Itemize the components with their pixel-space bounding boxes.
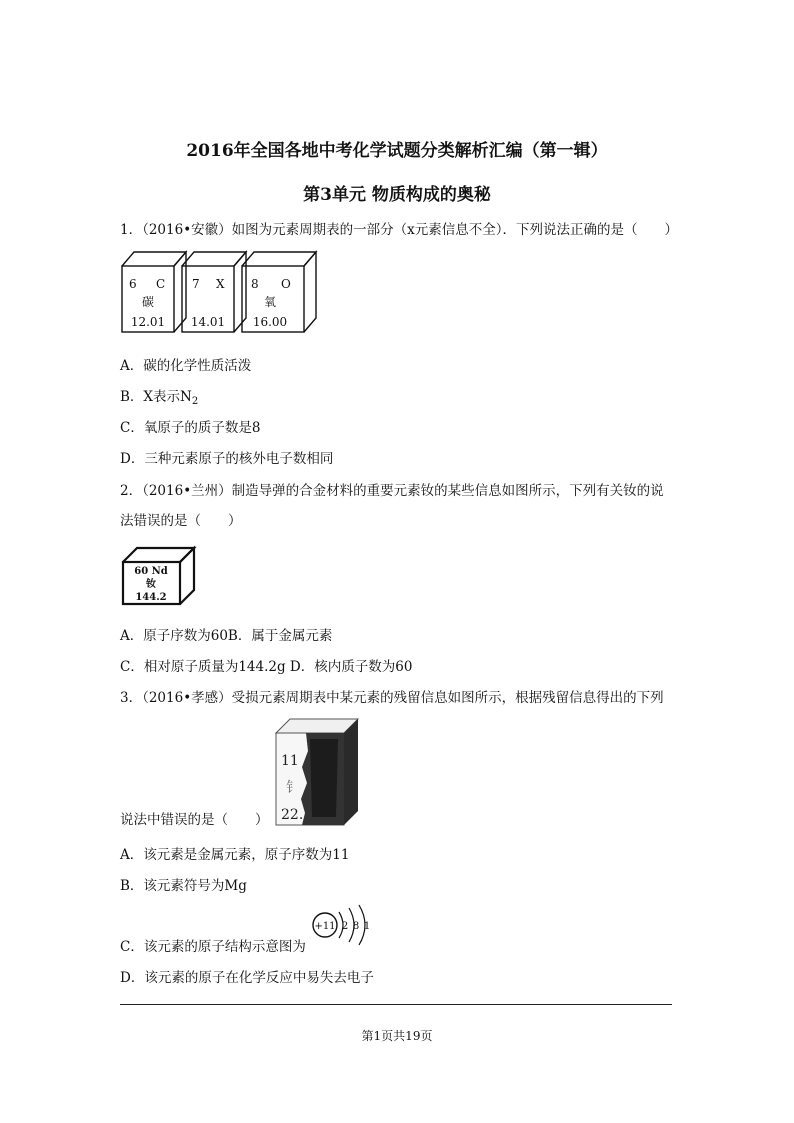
tile-x-number: 7 <box>192 277 200 291</box>
tile-c-symbol: C <box>156 277 166 291</box>
page-title: 2016年全国各地中考化学试题分类解析汇编（第一辑） <box>186 141 608 161</box>
tile-o-side <box>304 252 316 332</box>
unit-title: 第3单元 物质构成的奥秘 <box>303 185 491 205</box>
q2-options-cd: C．相对原子质量为144.2g D．核内质子数为60 <box>120 659 413 675</box>
page-number: 第1页共19页 <box>361 1029 433 1043</box>
tile-nd-side <box>180 548 194 604</box>
q1-option-d: D．三种元素原子的核外电子数相同 <box>120 451 334 467</box>
q3-option-d: D．该元素的原子在化学反应中易失去电子 <box>120 970 374 986</box>
footer-divider <box>120 1004 672 1005</box>
q1-option-b-text: B．X表示N <box>120 389 192 405</box>
q1-option-b-subscript: 2 <box>191 396 199 407</box>
tile-c-number: 6 <box>129 277 137 291</box>
q3-damaged-tile-figure <box>272 717 362 827</box>
damaged-tile-top <box>276 719 358 733</box>
q3-stem-line1: 3．（2016•孝感）受损元素周期表中某元素的残留信息如图所示，根据残留信息得出的下列 <box>120 690 664 706</box>
q3-stem-line2: 说法中错误的是（ ） <box>120 812 269 828</box>
tile-o-symbol: O <box>281 277 291 291</box>
tile-c-mass: 12.01 <box>130 315 166 329</box>
q2-neodymium-figure <box>120 544 200 608</box>
damaged-tile-partial-name: 钅 <box>286 780 300 796</box>
q1-option-b <box>120 385 198 407</box>
tile-o-name: 氧 <box>263 295 277 309</box>
tile-c-name: 碳 <box>141 295 155 309</box>
q3-option-a: A．该元素是金属元素，原子序数为11 <box>120 847 350 863</box>
q1-option-c: C．氧原子的质子数是8 <box>120 420 261 436</box>
q2-stem-line2: 法错误的是（ ） <box>120 513 242 529</box>
shell-2-electrons: 8 <box>352 921 360 932</box>
tile-nd-number-symbol: 60 Nd <box>134 566 168 577</box>
shell-3-electrons: 1 <box>363 921 371 932</box>
q2-options-ab: A．原子序数为60B．属于金属元素 <box>120 628 333 644</box>
damaged-tile-side <box>344 719 358 825</box>
tile-nd-name: 钕 <box>146 579 156 590</box>
shell-1-electrons: 2 <box>341 921 349 932</box>
q1-option-a: A．碳的化学性质活泼 <box>120 358 252 374</box>
damaged-tile-burn-core <box>310 739 338 817</box>
q3-option-c: C．该元素的原子结构示意图为 <box>120 939 306 955</box>
tile-o-number: 8 <box>251 277 259 291</box>
tile-x-mass: 14.01 <box>190 315 226 329</box>
q2-stem-line1: 2．（2016•兰州）制造导弹的合金材料的重要元素钕的某些信息如图所示，下列有关钕的说 <box>120 483 664 499</box>
tile-o-mass: 16.00 <box>252 315 288 329</box>
q1-stem: 1．（2016•安徽）如图为元素周期表的一部分（x元素信息不全）．下列说法正确的是（ ） <box>120 222 679 238</box>
q1-periodic-table-figure <box>120 246 332 342</box>
q3-atomic-structure-diagram <box>311 904 377 952</box>
damaged-tile-partial-mass: 22. <box>281 807 304 823</box>
tile-nd-mass: 144.2 <box>135 592 167 603</box>
nucleus-charge: +11 <box>314 921 336 932</box>
damaged-tile-number: 11 <box>281 753 299 769</box>
q3-option-b: B．该元素符号为Mg <box>120 878 247 894</box>
tile-x-symbol: X <box>216 277 225 291</box>
